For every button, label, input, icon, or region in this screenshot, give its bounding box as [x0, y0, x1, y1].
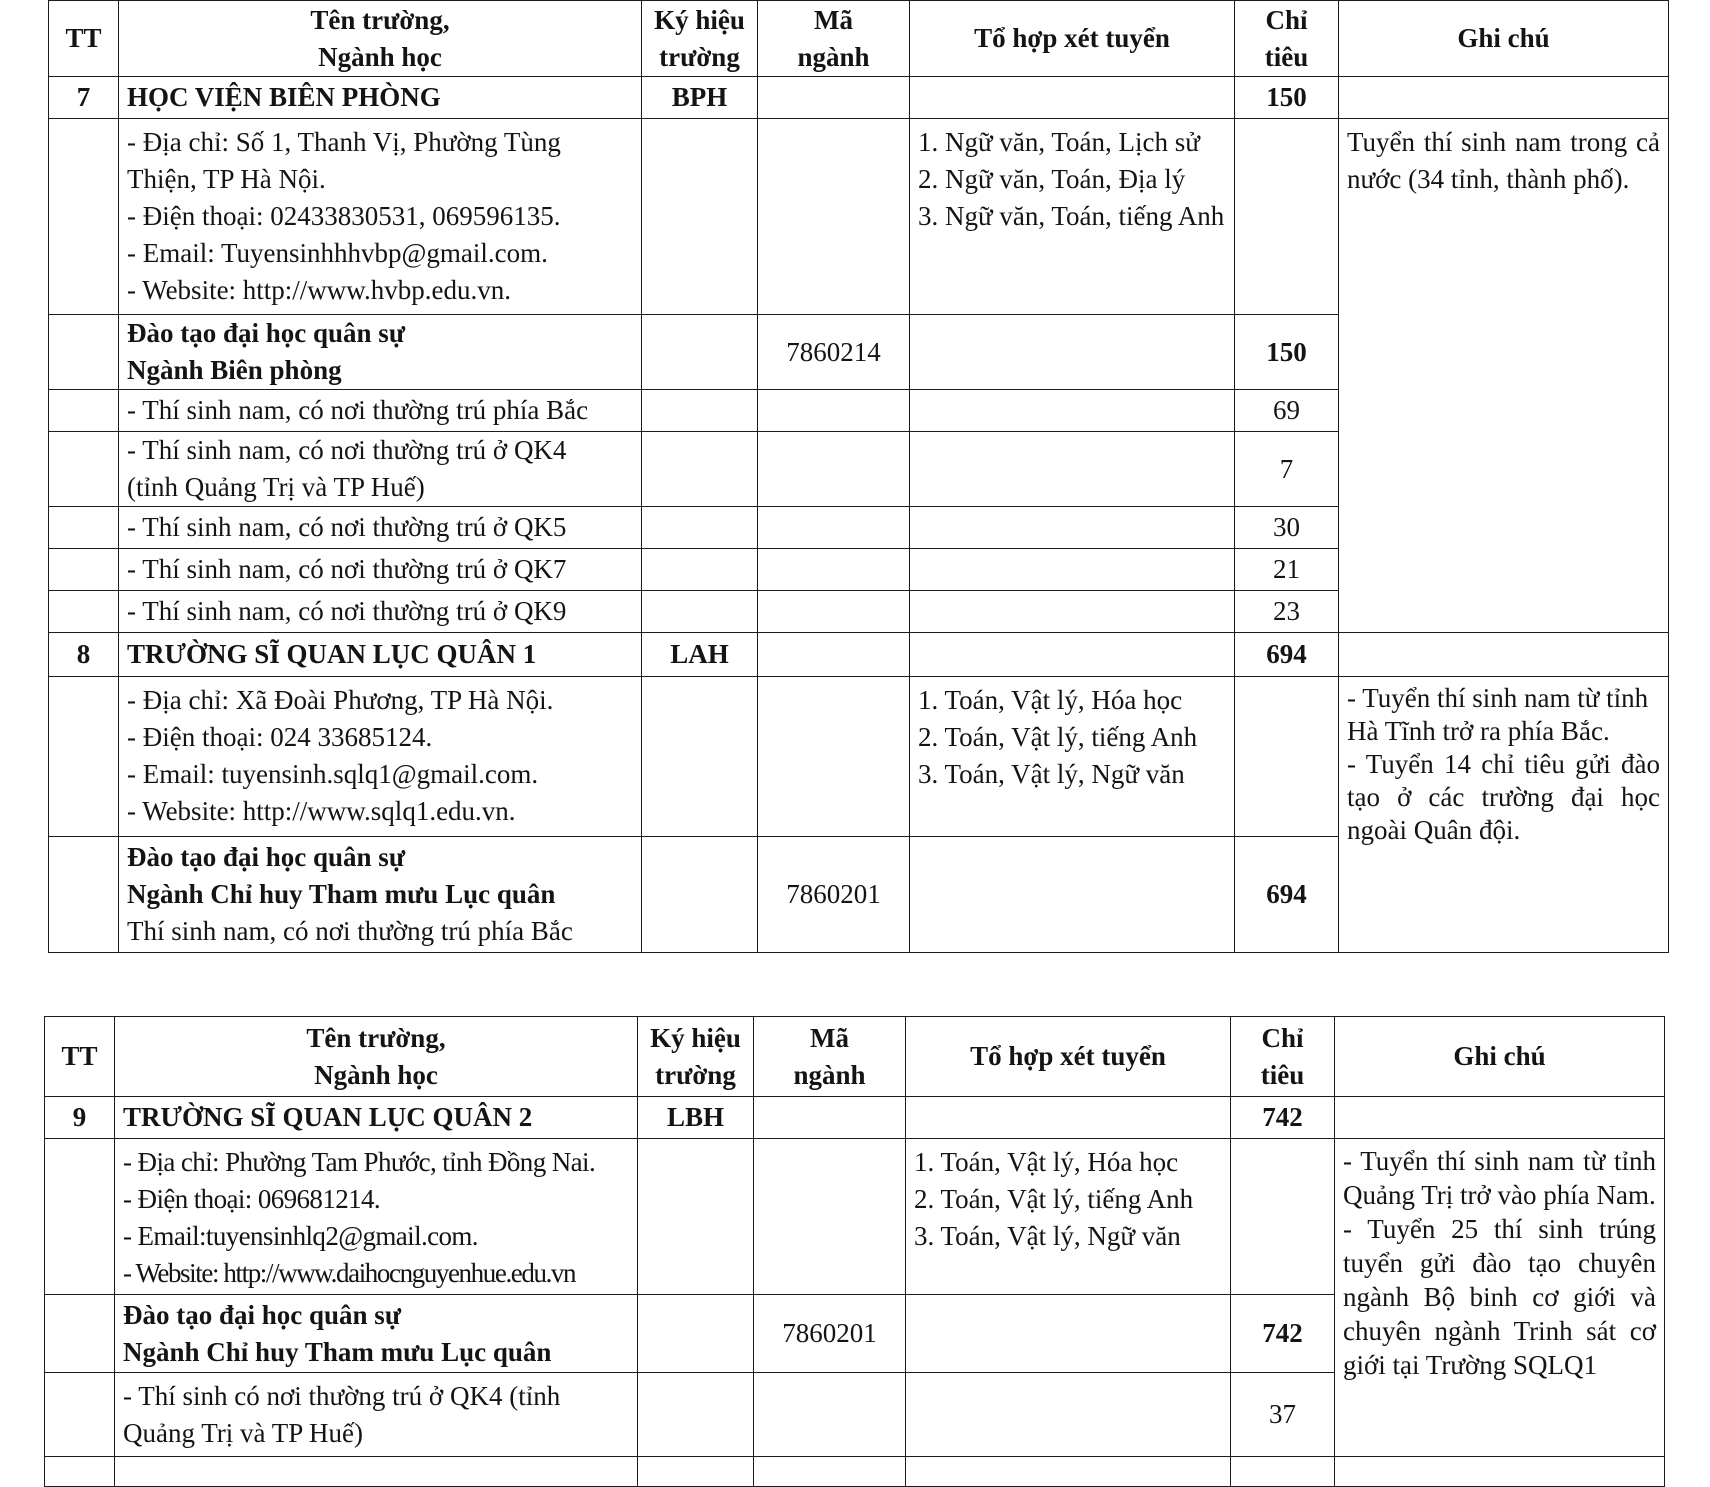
header-name: Tên trường, Ngành học	[115, 1017, 638, 1097]
school-contact-info: - Địa chỉ: Phường Tam Phước, tỉnh Đồng Nai. - Điện thoại: 069681214. - Email:tuyensinhlq2@gmail.com. - Website: http://www.daihocnguyenhue.edu.vn	[115, 1139, 638, 1295]
program-name: Đào tạo đại học quân sự Ngành Chỉ huy Tham mưu Lục quân	[115, 1295, 638, 1373]
header-row	[49, 1, 1669, 77]
school-row	[49, 633, 1669, 677]
table-row	[45, 1457, 1665, 1487]
admission-table-1	[48, 0, 1669, 953]
header-tt: TT	[45, 1017, 115, 1097]
header-row	[45, 1017, 1665, 1097]
school-row	[45, 1097, 1665, 1139]
header-symbol: Ký hiệu trường	[638, 1017, 754, 1097]
header-symbol: Ký hiệu trường	[642, 1, 758, 77]
school-contact-info: - Địa chỉ: Xã Đoài Phương, TP Hà Nội. - Điện thoại: 024 33685124. - Email: tuyensinh.sqlq1@gmail.com. - Website: http://www.sqlq1.edu.vn.	[119, 677, 642, 837]
school-name: TRƯỜNG SĨ QUAN LỤC QUÂN 2	[115, 1097, 638, 1139]
school-quota: 742	[1231, 1097, 1335, 1139]
subrow-label: - Thí sinh nam, có nơi thường trú ở QK7	[119, 549, 642, 591]
school-tt: 8	[49, 633, 119, 677]
school-info-row	[45, 1139, 1665, 1295]
school-symbol: LAH	[642, 633, 758, 677]
subrow-quota: 69	[1235, 390, 1339, 432]
header-quota: Chỉ tiêu	[1231, 1017, 1335, 1097]
school-tt: 9	[45, 1097, 115, 1139]
school-tt: 7	[49, 77, 119, 119]
header-note: Ghi chú	[1339, 1, 1669, 77]
program-name: Đào tạo đại học quân sự Ngành Biên phòng	[119, 315, 642, 390]
subrow-label: - Thí sinh có nơi thường trú ở QK4 (tỉnh Quảng Trị và TP Huế)	[115, 1373, 638, 1457]
header-note: Ghi chú	[1335, 1017, 1665, 1097]
subject-combinations: 1. Toán, Vật lý, Hóa học 2. Toán, Vật lý, tiếng Anh 3. Toán, Vật lý, Ngữ văn	[910, 677, 1235, 837]
header-code: Mã ngành	[758, 1, 910, 77]
header-combo: Tổ hợp xét tuyển	[906, 1017, 1231, 1097]
subrow-quota: 37	[1231, 1373, 1335, 1457]
subject-combinations: 1. Toán, Vật lý, Hóa học 2. Toán, Vật lý, tiếng Anh 3. Toán, Vật lý, Ngữ văn	[906, 1139, 1231, 1295]
school-quota: 150	[1235, 77, 1339, 119]
header-tt: TT	[49, 1, 119, 77]
header-code: Mã ngành	[754, 1017, 906, 1097]
program-quota: 742	[1231, 1295, 1335, 1373]
program-code: 7860201	[758, 837, 910, 953]
school-symbol: LBH	[638, 1097, 754, 1139]
school-name: HỌC VIỆN BIÊN PHÒNG	[119, 77, 642, 119]
header-combo: Tổ hợp xét tuyển	[910, 1, 1235, 77]
school-note: - Tuyển thí sinh nam từ tỉnh Quảng Trị trở vào phía Nam. - Tuyển 25 thí sinh trúng tuyển gửi đào tạo chuyên ngành Bộ binh cơ giới và chuyên ngành Trinh sát cơ giới tại Trường SQLQ1	[1335, 1139, 1665, 1457]
subrow-label: - Thí sinh nam, có nơi thường trú ở QK9	[119, 591, 642, 633]
subrow-quota: 30	[1235, 507, 1339, 549]
program-quota: 694	[1235, 837, 1339, 953]
school-note: Tuyển thí sinh nam trong cả nước (34 tỉnh, thành phố).	[1339, 119, 1669, 633]
subrow-label: - Thí sinh nam, có nơi thường trú ở QK4 (tỉnh Quảng Trị và TP Huế)	[119, 432, 642, 507]
school-symbol: BPH	[642, 77, 758, 119]
subrow-quota: 7	[1235, 432, 1339, 507]
subrow-label: - Thí sinh nam, có nơi thường trú ở QK5	[119, 507, 642, 549]
school-row	[49, 77, 1669, 119]
subrow-quota: 23	[1235, 591, 1339, 633]
subrow-quota: 21	[1235, 549, 1339, 591]
school-quota: 694	[1235, 633, 1339, 677]
school-info-row	[49, 119, 1669, 315]
school-info-row	[49, 677, 1669, 837]
subrow-label: - Thí sinh nam, có nơi thường trú phía Bắc	[119, 390, 642, 432]
subject-combinations: 1. Ngữ văn, Toán, Lịch sử 2. Ngữ văn, Toán, Địa lý 3. Ngữ văn, Toán, tiếng Anh	[910, 119, 1235, 315]
school-contact-info: - Địa chỉ: Số 1, Thanh Vị, Phường Tùng Thiện, TP Hà Nội. - Điện thoại: 02433830531, 069596135. - Email: Tuyensinhhhvbp@gmail.com. - Website: http://www.hvbp.edu.vn.	[119, 119, 642, 315]
program-name: Đào tạo đại học quân sự Ngành Chỉ huy Tham mưu Lục quân Thí sinh nam, có nơi thường trú phía Bắc	[119, 837, 642, 953]
program-quota: 150	[1235, 315, 1339, 390]
program-code: 7860201	[754, 1295, 906, 1373]
admission-table-2	[44, 1016, 1665, 1487]
school-note: - Tuyển thí sinh nam từ tỉnh Hà Tĩnh trở ra phía Bắc. - Tuyển 14 chỉ tiêu gửi đào tạo ở các trường đại học ngoài Quân đội.	[1339, 677, 1669, 953]
header-name: Tên trường, Ngành học	[119, 1, 642, 77]
header-quota: Chỉ tiêu	[1235, 1, 1339, 77]
school-name: TRƯỜNG SĨ QUAN LỤC QUÂN 1	[119, 633, 642, 677]
program-code: 7860214	[758, 315, 910, 390]
